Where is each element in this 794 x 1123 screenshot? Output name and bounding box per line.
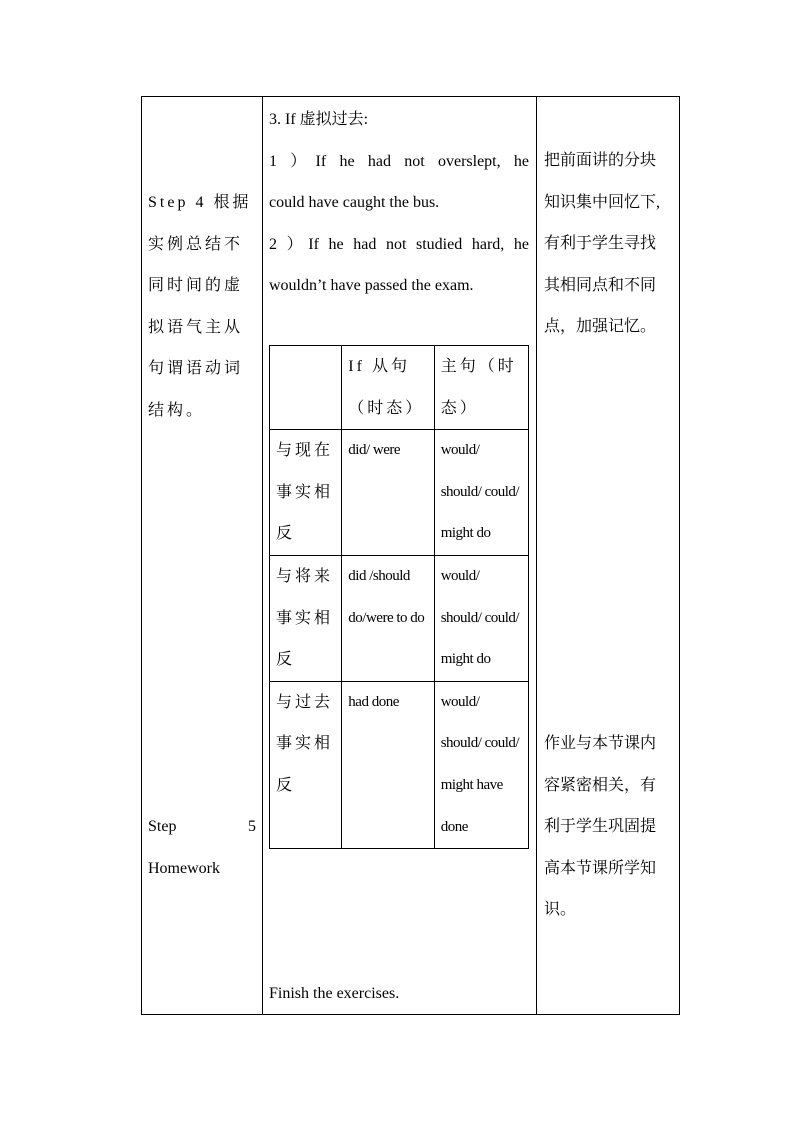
- examples-block: [269, 99, 529, 307]
- step5-label: Step: [148, 818, 177, 835]
- table-header-cell: 主句（时态）: [434, 346, 528, 430]
- if-clause-cell: did/ were: [342, 430, 434, 556]
- note-line: 利于学生巩固提: [544, 818, 657, 836]
- main-clause-cell: would/ should/ could/ might do: [434, 555, 528, 681]
- time-cell: 与将来事实相反: [270, 555, 342, 681]
- steps-column: [142, 97, 263, 1014]
- note-line: 把前面讲的分块: [544, 152, 657, 169]
- note-line: 点，加强记忆。: [544, 318, 657, 336]
- table-header-cell: [270, 346, 342, 430]
- if-clause-cell: had done: [342, 681, 434, 848]
- example-2-line1: 2 ）If he had not studied hard, he: [269, 235, 529, 253]
- table-header-row: [270, 346, 529, 430]
- main-clause-cell: would/ should/ could/ might do: [434, 430, 528, 556]
- step4-description: [148, 182, 256, 432]
- step4-line: 同时间的虚: [148, 277, 244, 295]
- note-line: 知识集中回忆下,: [544, 193, 661, 211]
- step4-line: 拟语气主从: [148, 318, 244, 336]
- table-row: [270, 430, 529, 556]
- step4-line: Step 4 根据: [148, 194, 252, 211]
- step5-title: Homework: [148, 859, 220, 877]
- time-cell: 与现在事实相反: [270, 430, 342, 556]
- note-line: 高本节课所学知: [544, 859, 657, 877]
- step5-description: [148, 806, 256, 889]
- example-1-line1: 1 ）If he had not overslept, he: [269, 152, 529, 170]
- step4-line: 句谓语动词: [148, 360, 244, 378]
- note-line: 其相同点和不同: [544, 276, 657, 294]
- note-line: 识。: [544, 901, 577, 919]
- lesson-plan-table: [141, 96, 680, 1015]
- table-row: [270, 681, 529, 848]
- notes-column: [536, 97, 679, 1014]
- step4-line: 结构。: [148, 401, 206, 419]
- note-line: 有利于学生寻找: [544, 235, 657, 253]
- example-1-line2: could have caught the bus.: [269, 194, 440, 212]
- note-line: 容紧密相关，有: [544, 776, 657, 794]
- step4-line: 实例总结不: [148, 235, 244, 253]
- time-cell: 与过去事实相反: [270, 681, 342, 848]
- section-heading: 3. If 虚拟过去:: [269, 111, 369, 128]
- example-2-line2: wouldn’t have passed the exam.: [269, 277, 474, 295]
- grammar-table: [269, 345, 529, 849]
- table-header-cell: If 从句（时态）: [342, 346, 434, 430]
- if-clause-cell: did /should do/were to do: [342, 555, 434, 681]
- note-line: 作业与本节课内: [544, 735, 657, 752]
- homework-text: Finish the exercises.: [269, 985, 400, 1002]
- note-2: [544, 723, 674, 931]
- note-1: [544, 140, 674, 348]
- main-clause-cell: would/ should/ could/ might have done: [434, 681, 528, 848]
- step5-number: 5: [248, 818, 256, 835]
- content-column: [262, 97, 537, 1014]
- table-row: [270, 555, 529, 681]
